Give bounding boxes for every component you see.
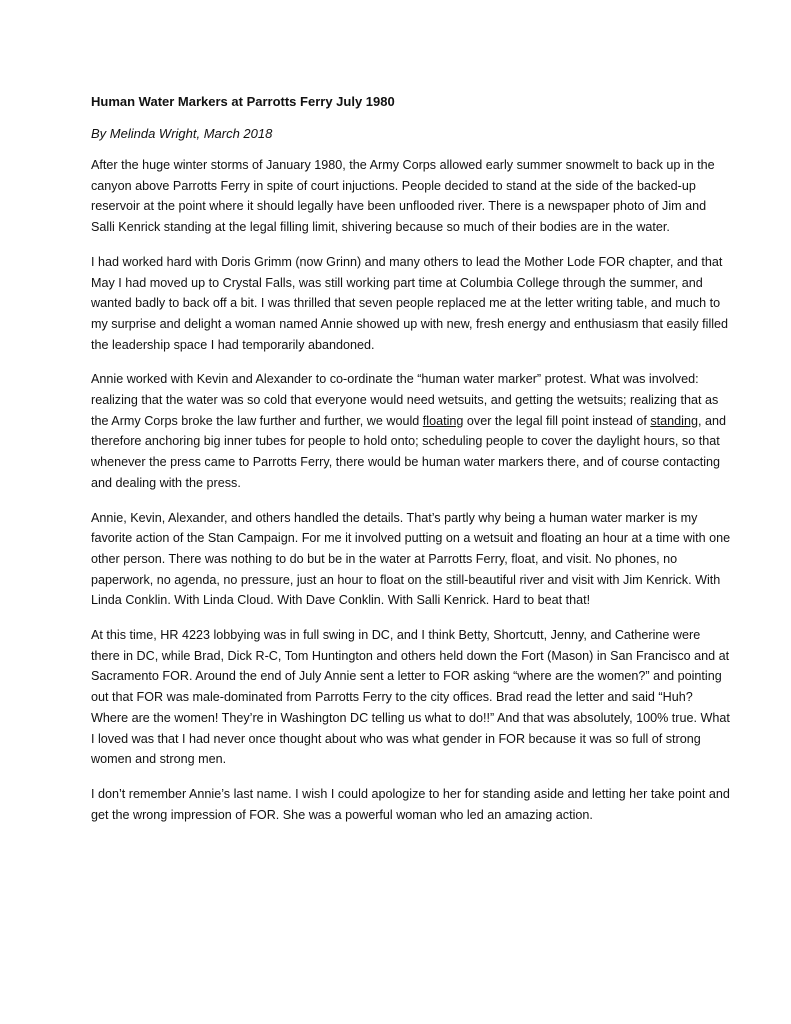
paragraph-6: I don’t remember Annie’s last name. I wish I could apologize to her for standing aside and letting her take point and get the wrong impression of FOR. She was a powerful woman who led an amazing action. [91, 786, 730, 822]
paragraph-3-text-a: Annie worked with Kevin and Alexander to co-ordinate the “human water marker” protest. What was involved: realizing that the water was so cold that everyone would need wetsuits, and getting the wetsuits; realizing that as the Army Corps broke the law further and further, we would [91, 372, 719, 428]
underlined-word-standing: standing [650, 413, 698, 428]
paragraph-1: After the huge winter storms of January 1980, the Army Corps allowed early summer snowmelt to back up in the canyon above Parrotts Ferry in spite of court injuctions. People decided to stand at the side of the backed-up reservoir at the point where it should legally have been unflooded river. There is a newspaper photo of Jim and Salli Kenrick standing at the legal filling limit, shivering because so much of their bodies are in the water. [91, 158, 715, 235]
document-title: Human Water Markers at Parrotts Ferry July 1980 [91, 94, 395, 109]
underlined-word-floating: floating [422, 413, 464, 428]
paragraph-2: I had worked hard with Doris Grimm (now Grinn) and many others to lead the Mother Lode FOR chapter, and that May I had moved up to Crystal Falls, was still working part time at Columbia College through the summer, and wanted badly to back off a bit. I was thrilled that seven people replaced me at the letter writing table, and much to my surprise and delight a woman named Annie showed up with new, fresh energy and enthusiasm that easily filled the leadership space I had temporarily abandoned. [91, 254, 729, 352]
paragraph-3 [91, 369, 731, 493]
paragraph-3-text-c: , and therefore anchoring big inner tubes for people to hold onto; scheduling people to cover the daylight hours, so that whenever the press came to Parrotts Ferry, there would be human water markers there, and of course contacting and dealing with the press. [91, 413, 726, 490]
paragraph-3-text-b: over the legal fill point instead of [463, 413, 651, 428]
document-byline: By Melinda Wright, March 2018 [91, 126, 273, 141]
paragraph-4: Annie, Kevin, Alexander, and others handled the details. That’s partly why being a human water marker is my favorite action of the Stan Campaign. For me it involved putting on a wetsuit and floating an hour at a time with one other person. There was nothing to do but be in the water at Parrotts Ferry, float, and visit. No phones, no paperwork, no agenda, no pressure, just an hour to float on the still-beautiful river and visit with Jim Kenrick. With Linda Conklin. With Linda Cloud. With Dave Conklin. With Salli Kenrick. Hard to beat that! [91, 510, 731, 608]
paragraph-5: At this time, HR 4223 lobbying was in full swing in DC, and I think Betty, Shortcutt, Jenny, and Catherine were there in DC, while Brad, Dick R-C, Tom Huntington and others held down the Fort (Mason) in San Francisco and at Sacramento FOR. Around the end of July Annie sent a letter to FOR asking “where are the women?” and pointing out that FOR was male-dominated from Parrotts Ferry to the city offices. Brad read the letter and said “Huh? Where are the women! They’re in Washington DC telling us what to do!!” And that was absolutely, 100% true. What I loved was that I had never once thought about who was what gender in FOR because it was so full of strong women and strong men. [91, 628, 730, 767]
